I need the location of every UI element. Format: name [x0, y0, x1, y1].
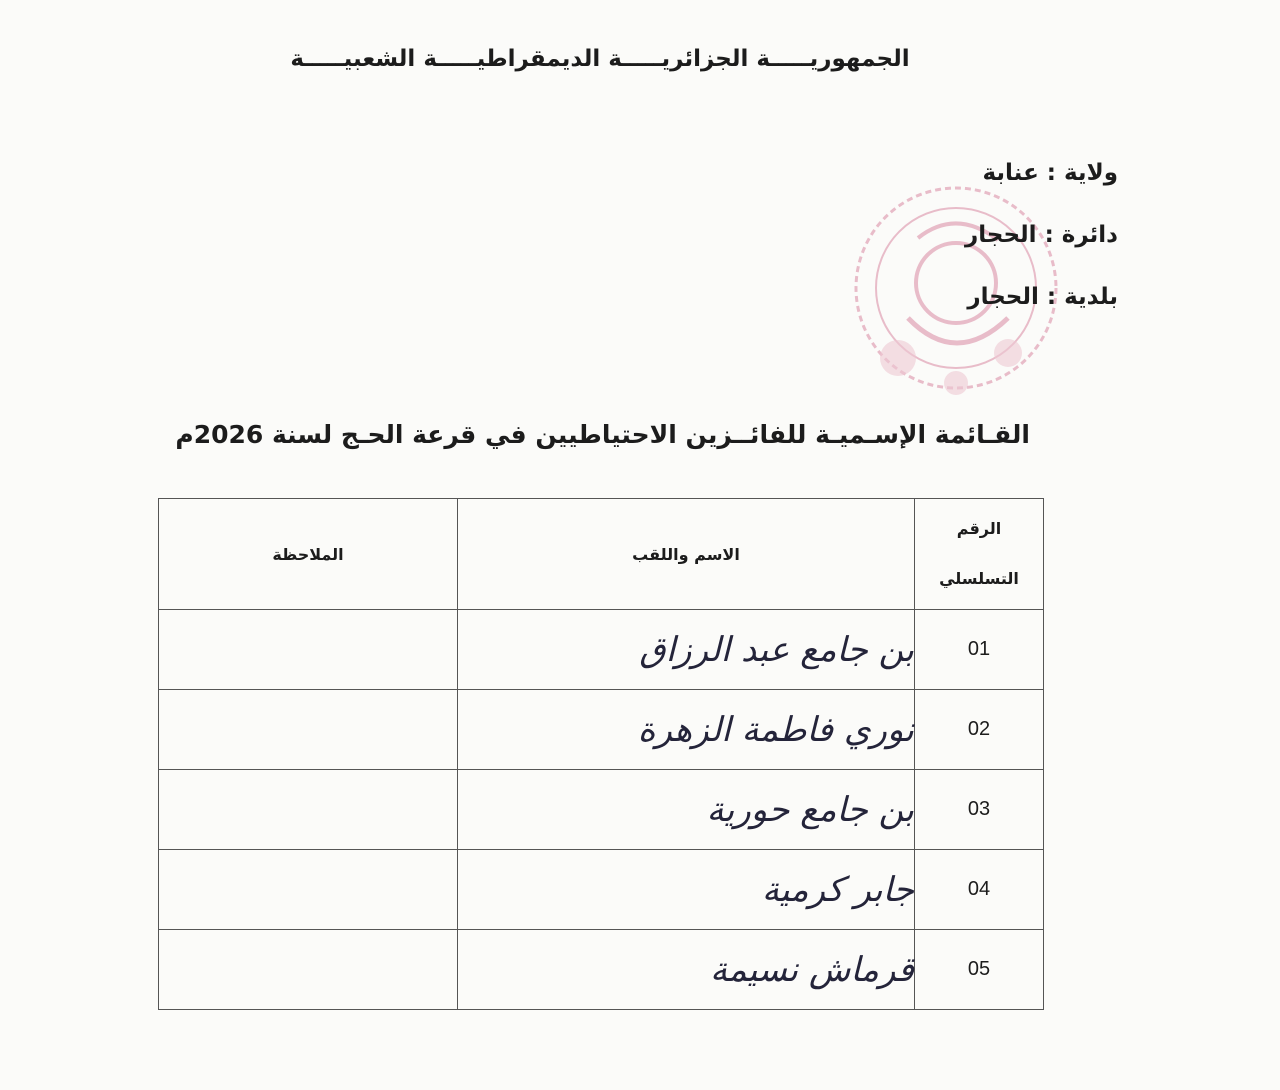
- name-column-header: الاسم واللقب: [458, 499, 915, 610]
- winners-table: [158, 498, 1044, 1010]
- row-note: [159, 850, 458, 930]
- handwritten-name: نوري فاطمة الزهرة: [458, 690, 915, 770]
- handwritten-name: بن جامع عبد الرزاق: [458, 610, 915, 690]
- handwritten-name: بن جامع حورية: [458, 770, 915, 850]
- row-number: 01: [915, 610, 1044, 690]
- table-row: [159, 930, 1044, 1010]
- row-number: 05: [915, 930, 1044, 1010]
- table-row: [159, 690, 1044, 770]
- list-title: القـائمة الإسـميـة للفائــزين الاحتياطيين في قرعة الحـج لسنة 2026م: [175, 420, 1030, 449]
- wilaya-label: ولاية : عنابة: [982, 160, 1118, 186]
- row-note: [159, 610, 458, 690]
- serial-column-header: [915, 499, 1044, 610]
- row-note: [159, 930, 458, 1010]
- handwritten-name: قرماش نسيمة: [458, 930, 915, 1010]
- republic-header: الجمهوريـــــة الجزائريـــــة الديمقراطيـــــة الشعبيـــــة: [290, 46, 910, 72]
- row-note: [159, 770, 458, 850]
- row-number: 04: [915, 850, 1044, 930]
- table-row: [159, 850, 1044, 930]
- handwritten-name: جابر كرمية: [458, 850, 915, 930]
- serial-header-line1: الرقم: [956, 519, 1002, 538]
- row-note: [159, 690, 458, 770]
- row-number: 03: [915, 770, 1044, 850]
- serial-header-line2: التسلسلي: [939, 569, 1019, 588]
- daira-label: دائرة : الحجار: [965, 222, 1118, 248]
- table-row: [159, 610, 1044, 690]
- commune-label: بلدية : الحجار: [967, 284, 1118, 310]
- table-header-row: [159, 499, 1044, 610]
- row-number: 02: [915, 690, 1044, 770]
- table-row: [159, 770, 1044, 850]
- note-column-header: الملاحظة: [159, 499, 458, 610]
